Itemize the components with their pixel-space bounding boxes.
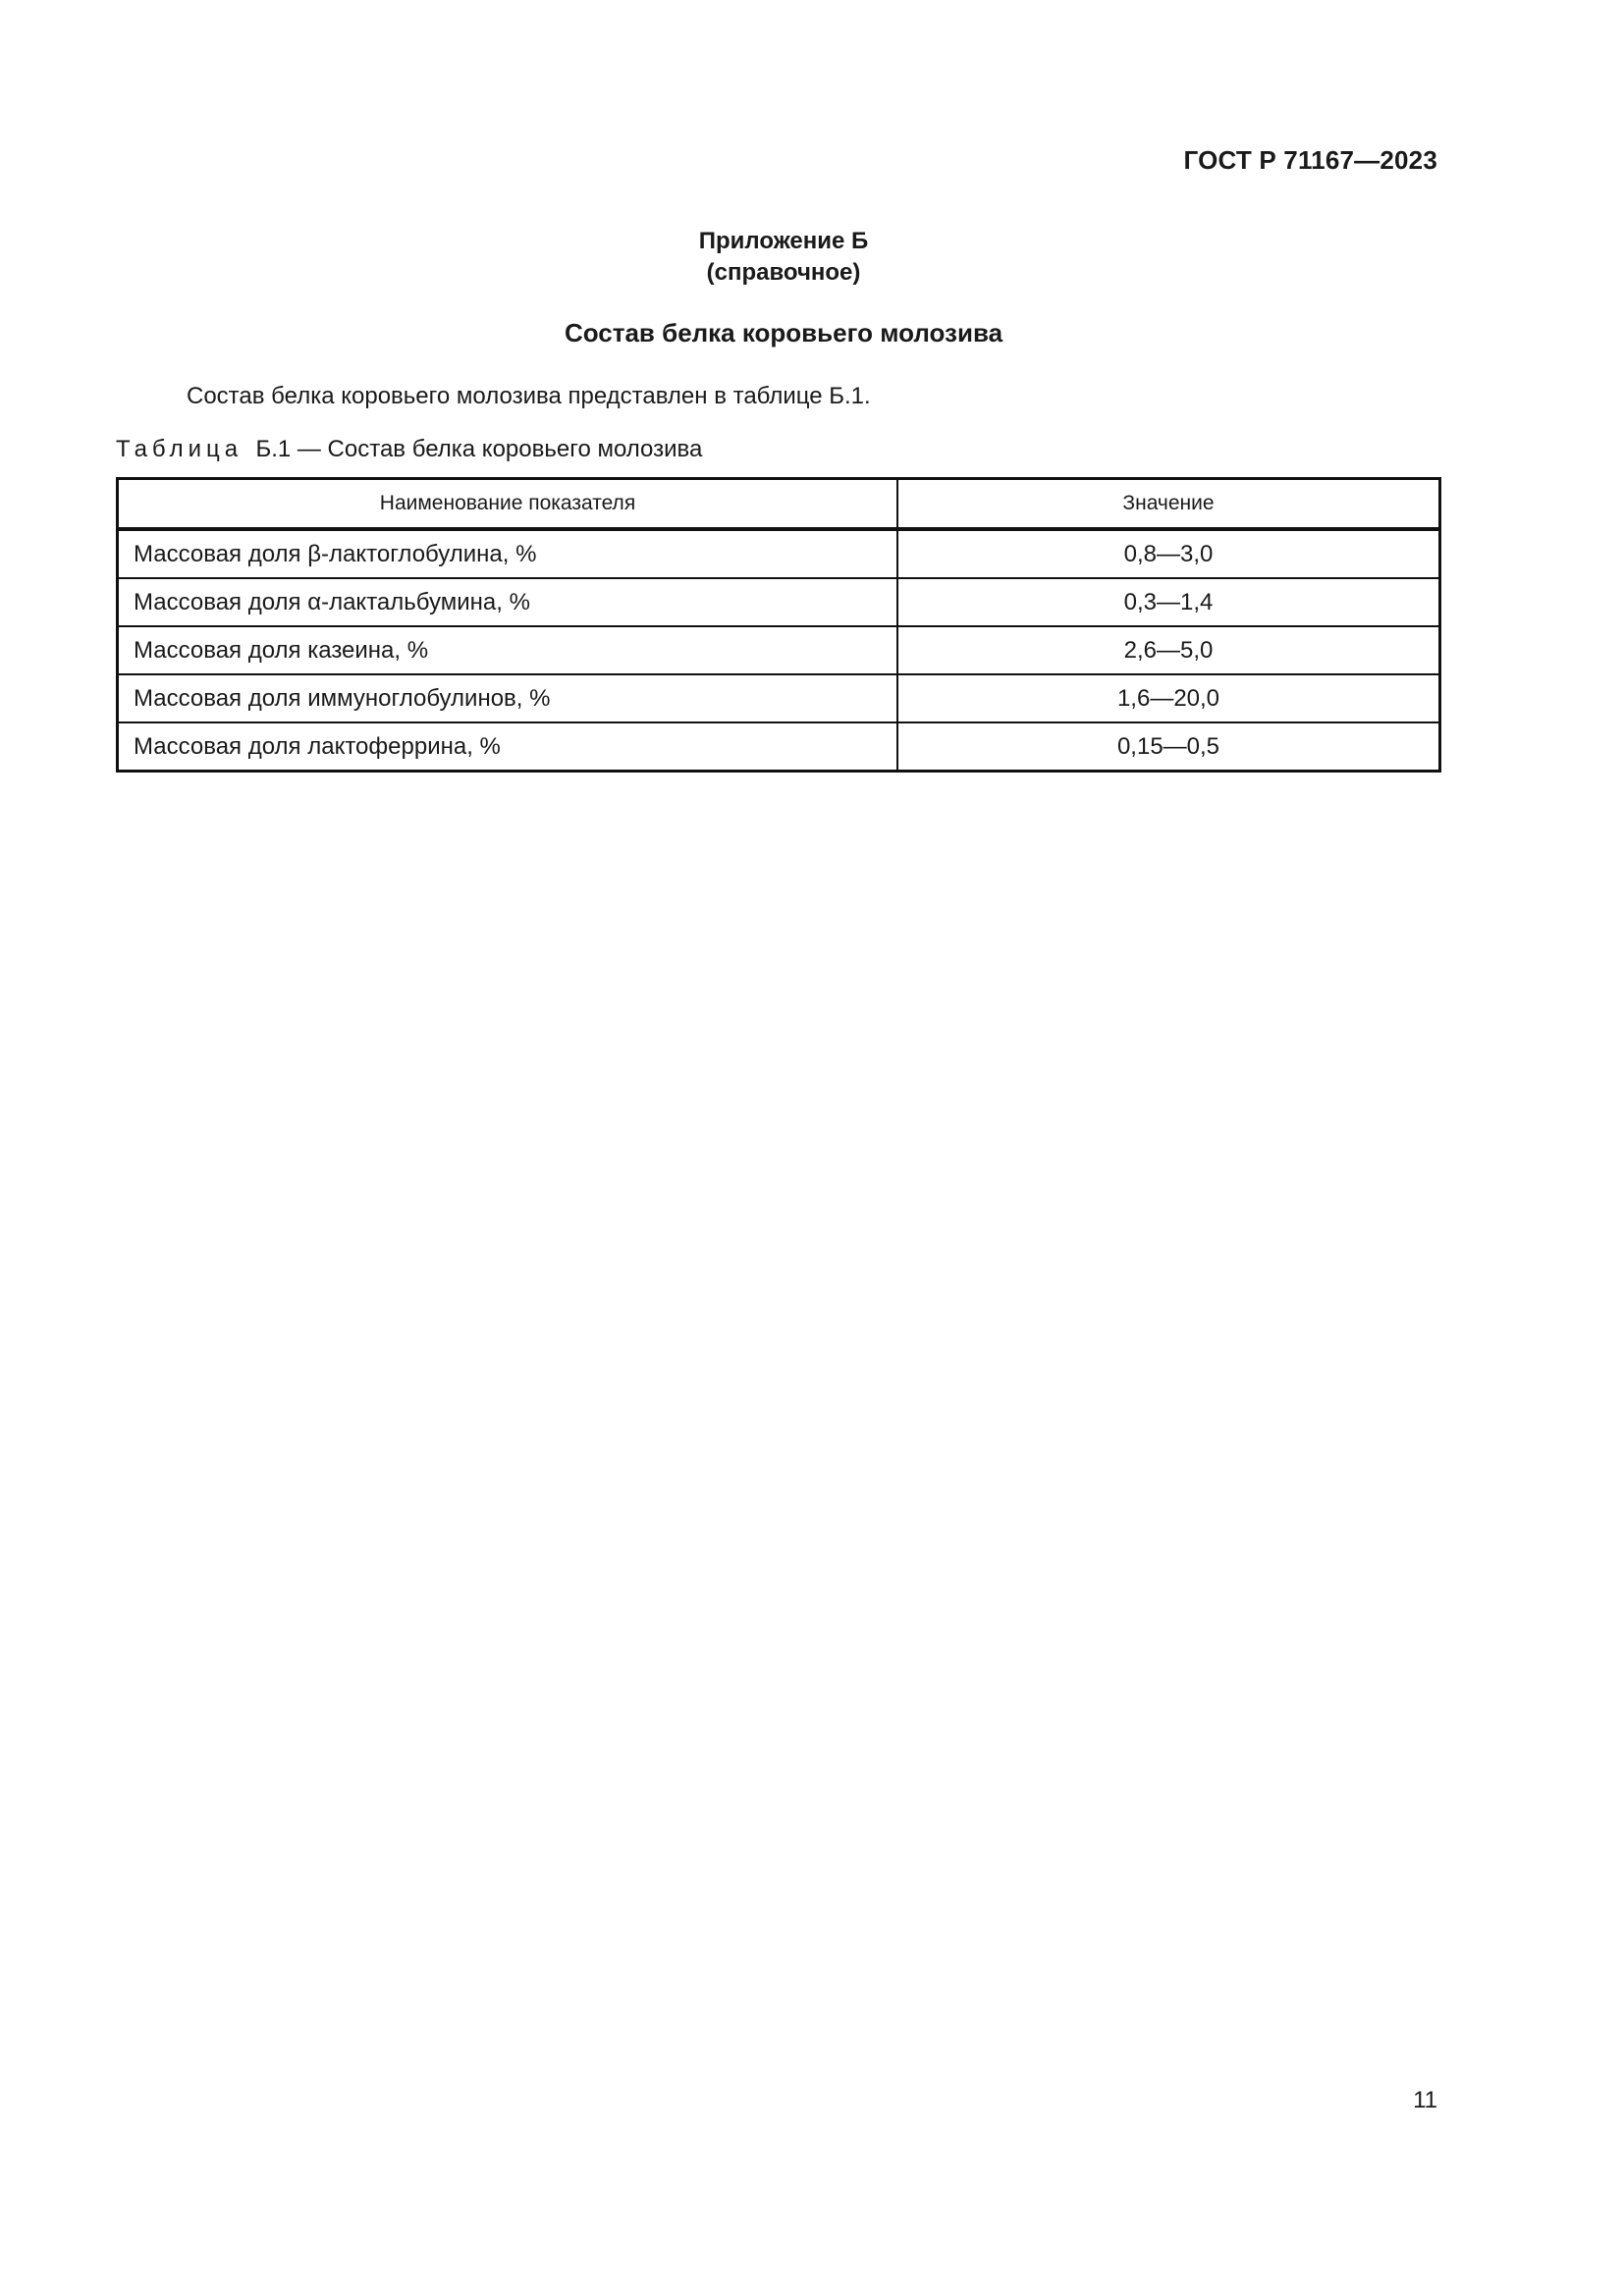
table-row: [118, 626, 1440, 674]
header-value: Значение: [897, 479, 1440, 530]
row-indicator-name: Массовая доля казеина, %: [118, 626, 898, 674]
table-row: [118, 529, 1440, 578]
intro-paragraph: Состав белка коровьего молозива представлен в таблице Б.1.: [187, 383, 871, 409]
table-caption-text: Б.1 — Состав белка коровьего молозива: [255, 436, 703, 462]
table-caption-label: Таблица: [116, 436, 244, 462]
table-header-row: [118, 479, 1440, 530]
row-indicator-name: Массовая доля лактоферрина, %: [118, 722, 898, 772]
row-indicator-name: Массовая доля β-лактоглобулина, %: [118, 529, 898, 578]
row-value: 1,6—20,0: [897, 674, 1440, 722]
row-indicator-name: Массовая доля иммуноглобулинов, %: [118, 674, 898, 722]
row-value: 0,3—1,4: [897, 578, 1440, 626]
row-value: 0,8—3,0: [897, 529, 1440, 578]
row-value: 0,15—0,5: [897, 722, 1440, 772]
table-row: [118, 722, 1440, 772]
table-row: [118, 578, 1440, 626]
table-caption: [116, 436, 702, 463]
table-row: [118, 674, 1440, 722]
row-indicator-name: Массовая доля α-лактальбумина, %: [118, 578, 898, 626]
header-indicator-name: Наименование показателя: [118, 479, 898, 530]
document-code: ГОСТ Р 71167—2023: [1183, 145, 1437, 175]
row-value: 2,6—5,0: [897, 626, 1440, 674]
annex-heading: [0, 226, 1567, 289]
section-title: Состав белка коровьего молозива: [564, 318, 1003, 347]
annex-subtitle: (справочное): [706, 259, 861, 286]
composition-table: [116, 477, 1441, 773]
annex-title: Приложение Б: [698, 228, 869, 254]
page-number: 11: [1413, 2087, 1437, 2113]
